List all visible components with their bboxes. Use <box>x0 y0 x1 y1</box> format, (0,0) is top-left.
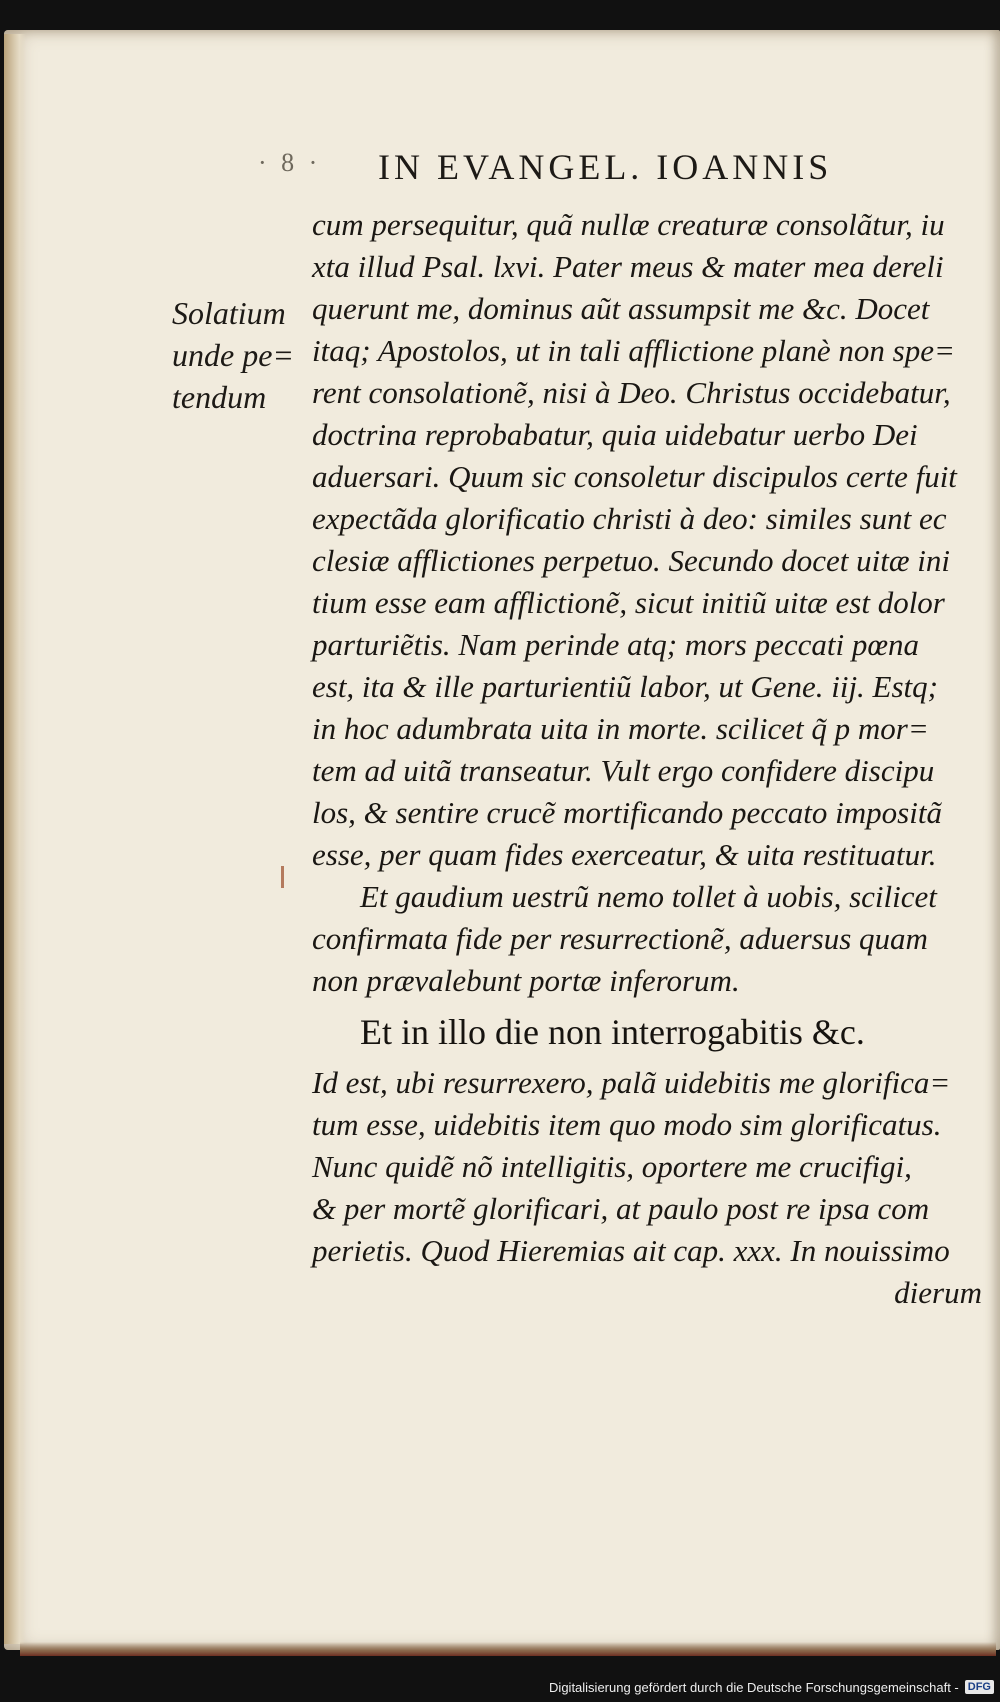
dfg-logo: DFG <box>965 1680 994 1694</box>
catchword: dierum <box>894 1275 982 1310</box>
text-line: confirmata fide per resurrectionẽ, aduersus quam <box>312 921 928 956</box>
text-line: itaq; Apostolos, ut in tali afflictione planè non spe= <box>312 333 955 368</box>
text-line: cum persequitur, quã nullæ creaturæ consolãtur, iu <box>312 207 945 242</box>
text-line: parturiẽtis. Nam perinde atq; mors peccati pœna <box>312 627 920 662</box>
indented-line: Et gaudium uestrũ nemo tollet à uobis, scilicet <box>360 879 937 914</box>
text-line: non prævalebunt portæ inferorum. <box>312 963 740 998</box>
text-line: in hoc adumbrata uita in morte. scilicet q̃ p mor= <box>312 711 929 746</box>
text-line: clesiæ afflictiones perpetuo. Secundo docet uitæ ini <box>312 543 950 578</box>
margin-note-line: unde pe= <box>172 337 294 373</box>
commentary-line: tum esse, uidebitis item quo modo sim glorificatus. <box>312 1107 942 1142</box>
footer-credit: Digitalisierung gefördert durch die Deutsche Forschungsgemeinschaft - <box>549 1679 959 1695</box>
running-title: IN EVANGEL. IOANNIS <box>378 147 833 187</box>
text-line: esse, per quam fides exerceatur, & uita restituatur. <box>312 837 937 872</box>
margin-note-line: tendum <box>172 379 267 415</box>
commentary-line: perietis. Quod Hieremias ait cap. xxx. In nouissimo <box>312 1233 950 1268</box>
text-line: est, ita & ille parturientiũ labor, ut Gene. iij. Estq; <box>312 669 938 704</box>
text-line: tium esse eam afflictionẽ, sicut initiũ uitæ est dolor <box>312 585 945 620</box>
running-header <box>258 146 958 192</box>
commentary-line: Nunc quidẽ nõ intelligitis, oportere me crucifigi, <box>312 1149 912 1184</box>
ink-mark <box>281 866 284 888</box>
text-line: doctrina reprobabatur, quia uidebatur uerbo Dei <box>312 417 918 452</box>
digitization-footer <box>549 1676 994 1698</box>
text-line: tem ad uitã transeatur. Vult ergo confidere discipu <box>312 753 935 788</box>
text-line: querunt me, dominus aũt assumpsit me &c. Docet <box>312 291 930 326</box>
commentary-line: & per mortẽ glorificari, at paulo post re ipsa com <box>312 1191 930 1226</box>
page-gutter-edge <box>4 34 26 1644</box>
text-line: rent consolationẽ, nisi à Deo. Christus occidebatur, <box>312 375 951 410</box>
page-bottom-edge <box>20 1642 996 1656</box>
margin-note <box>172 292 302 418</box>
main-text-block <box>312 204 982 1314</box>
text-line: los, & sentire crucẽ mortificando peccato impositã <box>312 795 942 830</box>
text-line: aduersari. Quum sic consoletur discipulos certe fuit <box>312 459 957 494</box>
commentary-line: Id est, ubi resurrexero, palã uidebitis me glorifica= <box>312 1065 951 1100</box>
text-line: expectãda glorificatio christi à deo: similes sunt ec <box>312 501 947 536</box>
margin-note-line: Solatium <box>172 295 286 331</box>
folio-number: · 8 · <box>258 148 322 177</box>
lemma-heading: Et in illo die non interrogabitis &c. <box>360 1012 865 1052</box>
text-line: xta illud Psal. lxvi. Pater meus & mater mea dereli <box>312 249 944 284</box>
